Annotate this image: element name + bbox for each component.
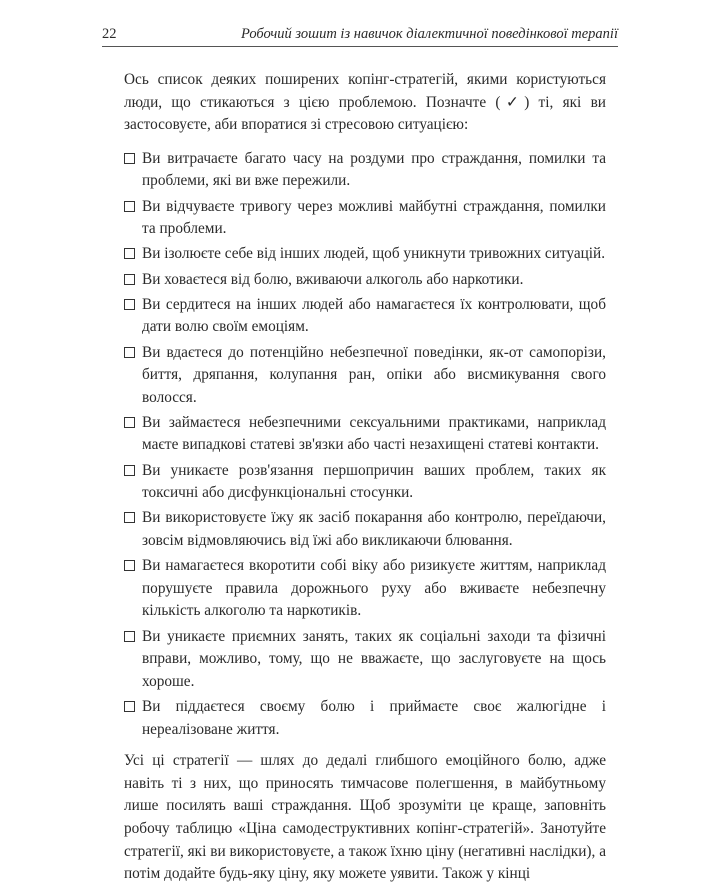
checklist-item-text: Ви ізолюєте себе від інших людей, щоб уникнути тривожних ситуацій.	[142, 245, 606, 263]
checklist-item-text: Ви використовуєте їжу як засіб покарання або контролю, переїдаючи, зовсім відмовляючись від їжі або викликаючи блювання.	[142, 509, 606, 550]
checklist-item	[124, 696, 606, 741]
checkbox[interactable]	[124, 701, 135, 712]
checklist-item-text: Ви піддаєтеся своєму болю і приймаєте своє жалюгідне і нереалізоване життя.	[142, 697, 606, 738]
coping-strategies-checklist	[124, 148, 606, 741]
checklist-item	[124, 507, 606, 552]
checklist-item-text: Ви намагаєтеся вкоротити собі віку або ризикуєте життям, наприклад порушуєте правила дорожнього руху або вживаєте небезпечну кількість алкоголю та наркотиків.	[142, 557, 606, 620]
checkbox[interactable]	[124, 274, 135, 285]
page-header	[102, 26, 618, 46]
closing-paragraph: Усі ці стратегії — шлях до дедалі глибшого емоційного болю, адже навіть ті з них, що приносять тимчасове полегшення, в майбутньому лише посилять ваші страждання. Щоб зрозуміти це краще, заповніть робочу таблицю «Ціна самодеструктивних копінг-стратегій». Занотуйте стратегії, які ви використовуєте, а також їхню ціну (негативні наслідки), а потім додайте будь-яку ціну, яку можете уявити. Також у кінці	[124, 752, 606, 883]
checkbox[interactable]	[124, 347, 135, 358]
checklist-item	[124, 294, 606, 339]
checkbox[interactable]	[124, 512, 135, 523]
checklist-item	[124, 269, 606, 292]
checkbox[interactable]	[124, 153, 135, 164]
header-divider	[102, 46, 618, 47]
intro-paragraph: Ось список деяких поширених копінг-стратегій, якими користуються люди, що стикаються з цією проблемою. Позначте (✓) ті, які ви застосовуєте, аби впоратися зі стресовою ситуацією:	[124, 71, 606, 134]
checklist-item	[124, 196, 606, 241]
checklist-item-text: Ви вдаєтеся до потенційно небезпечної поведінки, як-от самопорізи, биття, дряпання, колупання ран, опіки або висмикування свого волосся.	[142, 343, 606, 406]
checklist-item	[124, 342, 606, 410]
checkbox[interactable]	[124, 248, 135, 259]
checkbox[interactable]	[124, 417, 135, 428]
checklist-item-text: Ви займаєтеся небезпечними сексуальними практиками, наприклад маєте випадкові статеві зв'язки або часті незахищені статеві контакти.	[142, 413, 606, 454]
checklist-item-text: Ви витрачаєте багато часу на роздуми про страждання, помилки та проблеми, які ви вже пережили.	[142, 149, 606, 190]
checklist-item-text: Ви відчуваєте тривогу через можливі майбутні страждання, помилки та проблеми.	[142, 197, 606, 238]
checklist-item	[124, 460, 606, 505]
checklist-item	[124, 148, 606, 193]
page-body	[124, 69, 606, 886]
checklist-item-text: Ви уникаєте приємних занять, таких як соціальні заходи та фізичні вправи, можливо, тому, що не вважаєте, що заслуговуєте на щось хороше.	[142, 627, 606, 690]
checkbox[interactable]	[124, 201, 135, 212]
checkbox[interactable]	[124, 465, 135, 476]
running-title: Робочий зошит із навичок діалектичної поведінкової терапії	[241, 26, 618, 42]
checklist-item	[124, 626, 606, 694]
checklist-item-text: Ви уникаєте розв'язання першопричин ваших проблем, таких як токсичні або дисфункціональні стосунки.	[142, 461, 606, 502]
checklist-item	[124, 243, 606, 266]
checklist-item	[124, 412, 606, 457]
checklist-item-text: Ви сердитеся на інших людей або намагаєтеся їх контролювати, щоб дати волю своїм емоціям.	[142, 295, 606, 336]
checkbox[interactable]	[124, 560, 135, 571]
checklist-item	[124, 555, 606, 623]
checklist-item-text: Ви ховаєтеся від болю, вживаючи алкоголь або наркотики.	[142, 270, 524, 288]
checkbox[interactable]	[124, 631, 135, 642]
page-number: 22	[102, 26, 117, 42]
checkbox[interactable]	[124, 299, 135, 310]
